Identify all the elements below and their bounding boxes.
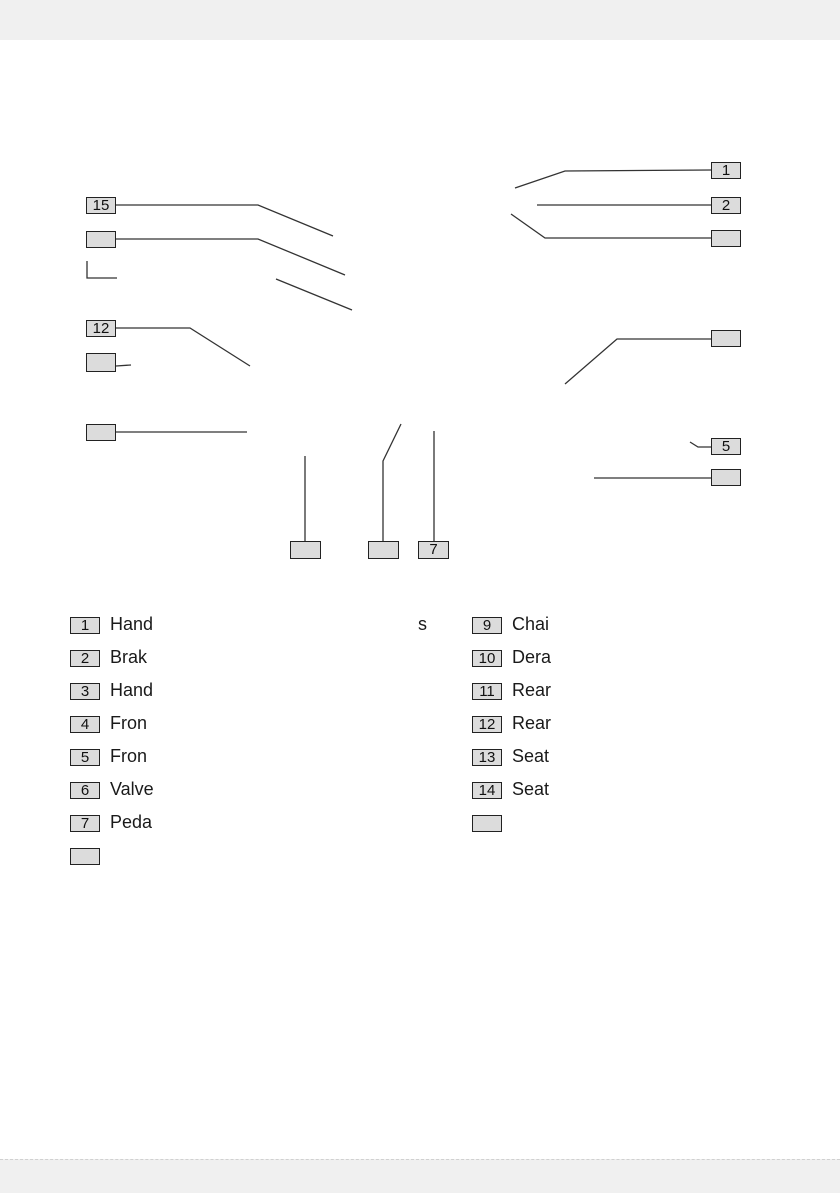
callout-badge-2: 2 — [711, 197, 741, 214]
callout-badge-11 — [86, 353, 116, 372]
leader-line-5 — [690, 442, 711, 447]
legend-label: Rear — [512, 680, 552, 700]
legend-badge: 5 — [70, 749, 100, 766]
legend-badge: 6 — [70, 782, 100, 799]
callout-badge-9 — [290, 541, 321, 559]
leader-line-15 — [116, 205, 333, 236]
legend-badge: 9 — [472, 617, 502, 634]
page-footer-band — [0, 1159, 840, 1193]
callout-badge-4 — [711, 330, 741, 347]
legend-badge: 7 — [70, 815, 100, 832]
legend-badge: 3 — [70, 683, 100, 700]
legend-badge: 2 — [70, 650, 100, 667]
callout-badge-14 — [86, 231, 116, 248]
legend-label: Dera — [512, 647, 552, 667]
callout-badge-10 — [86, 424, 116, 441]
legend-label: Chai — [512, 614, 550, 634]
callout-badge-6 — [711, 469, 741, 486]
legend-label: Fron — [110, 713, 148, 733]
callout-badge-3 — [711, 230, 741, 247]
legend-label: Brak — [110, 647, 148, 667]
legend-badge — [472, 815, 502, 832]
legend-label: Seat — [512, 746, 550, 766]
leader-line-3 — [511, 214, 711, 238]
callout-badge-12: 12 — [86, 320, 116, 337]
legend-badge: 10 — [472, 650, 502, 667]
legend-label: Fron — [110, 746, 148, 766]
leader-line-13-bracket — [87, 261, 117, 278]
callout-badge-8 — [368, 541, 399, 559]
leader-line-11 — [116, 365, 131, 366]
legend-badge: 13 — [472, 749, 502, 766]
legend-badge: 4 — [70, 716, 100, 733]
legend-label: Peda — [110, 812, 153, 832]
legend-label: Hand — [110, 680, 154, 700]
leader-line-12 — [116, 328, 250, 366]
legend-label: Seat — [512, 779, 550, 799]
leader-line-4 — [565, 339, 711, 384]
leader-line-13 — [276, 279, 352, 310]
callout-badge-5: 5 — [711, 438, 741, 455]
legend-label: Hand — [110, 614, 154, 634]
legend-badge: 12 — [472, 716, 502, 733]
leader-line-1 — [515, 170, 711, 188]
legend-label: Valve — [110, 779, 154, 799]
legend-badge — [70, 848, 100, 865]
legend-badge: 1 — [70, 617, 100, 634]
leader-line-14 — [116, 239, 345, 275]
callout-badge-15: 15 — [86, 197, 116, 214]
legend-label: Rear — [512, 713, 552, 733]
callout-badge-1: 1 — [711, 162, 741, 179]
legend-label-suffix: s — [418, 614, 427, 634]
leader-line-8 — [383, 424, 401, 541]
legend-badge: 14 — [472, 782, 502, 799]
callout-badge-7: 7 — [418, 541, 449, 559]
legend-badge: 11 — [472, 683, 502, 700]
